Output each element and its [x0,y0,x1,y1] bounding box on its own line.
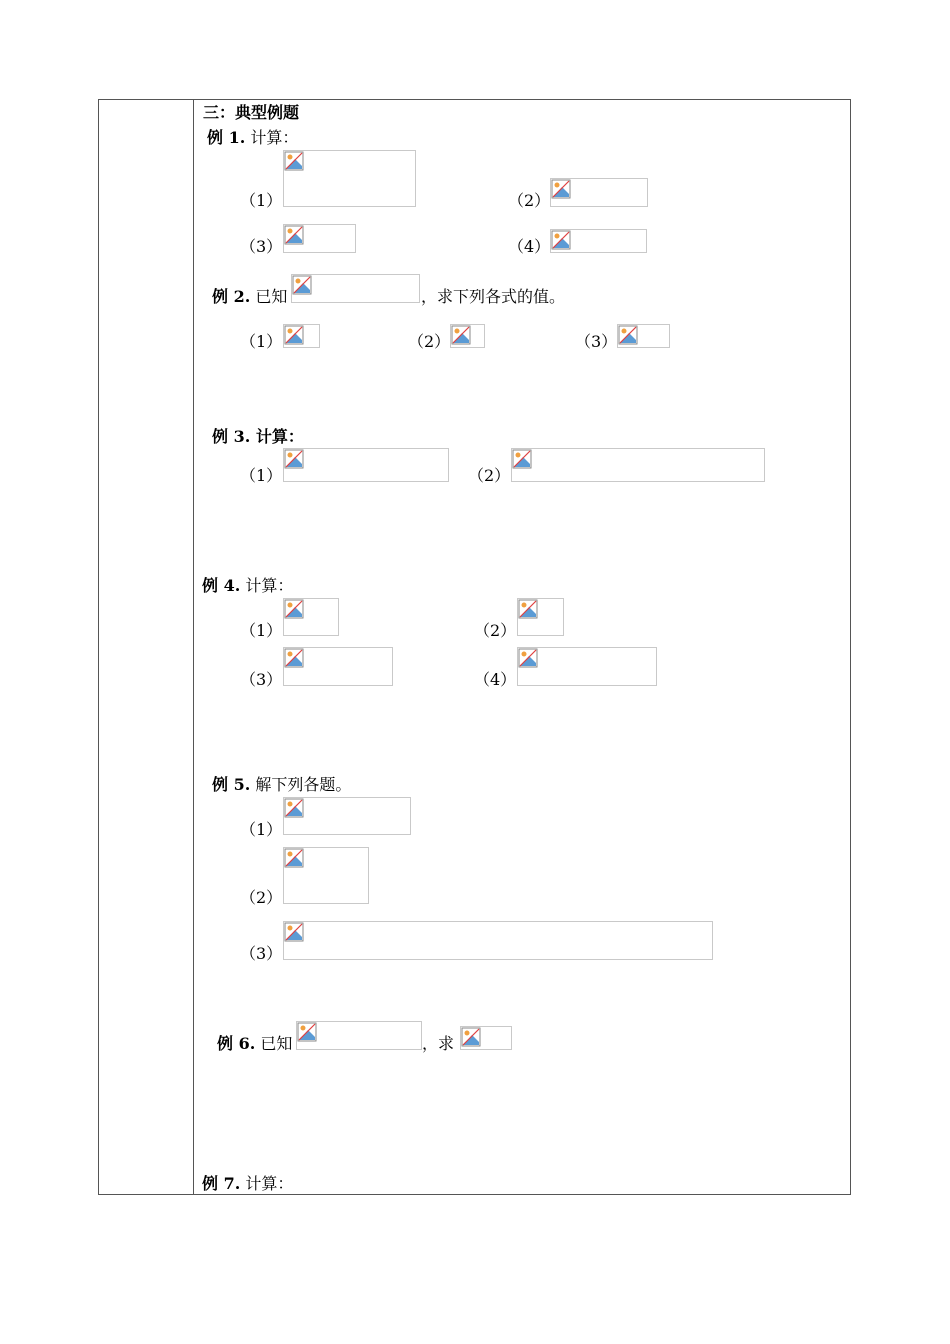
example-1-heading: 例 1. 计算： [207,128,299,147]
ex3-formula-1 [283,448,449,482]
ex1-formula-3 [283,224,356,253]
ex3-item-2-number: （2） [468,466,511,485]
ex1-item-3-number: （3） [240,237,283,256]
ex4-formula-2 [517,598,564,636]
ex6-given-formula [296,1021,422,1050]
ex2-formula-1 [283,324,320,348]
ex1-formula-1 [283,150,416,207]
example-2-heading: 例 2. 已知 [212,287,288,306]
ex2-item-3-number: （3） [575,332,618,351]
ex3-formula-2 [511,448,765,482]
example-5-heading: 例 5. 解下列各题。 [212,775,352,794]
ex2-item-2-number: （2） [408,332,451,351]
example-4-heading: 例 4. 计算： [202,576,294,595]
example-3-heading: 例 3. 计算： [212,427,304,446]
ex2-given-formula [291,274,420,303]
ex4-formula-1 [283,598,339,636]
ex1-formula-4 [550,229,647,253]
ex5-formula-3 [283,921,713,960]
ex2-item-1-number: （1） [240,332,283,351]
ex1-formula-2 [550,178,648,207]
ex4-item-2-number: （2） [474,621,517,640]
ex5-item-3-number: （3） [240,944,283,963]
ex4-item-3-number: （3） [240,670,283,689]
ex4-item-4-number: （4） [474,670,517,689]
ex1-item-1-number: （1） [240,191,283,210]
column-divider [193,99,194,1195]
ex1-item-4-number: （4） [508,237,551,256]
ex2-formula-2 [450,324,485,348]
ex4-formula-3 [283,647,393,686]
section-title: 三：典型例题 [203,103,300,122]
ex5-item-2-number: （2） [240,888,283,907]
ex5-item-1-number: （1） [240,820,283,839]
ex2-suffix: ，求下列各式的值。 [421,287,566,306]
ex6-target-formula [460,1026,512,1050]
ex4-formula-4 [517,647,657,686]
example-6-heading: 例 6. 已知 [217,1034,293,1053]
ex2-formula-3 [617,324,670,348]
ex5-formula-2 [283,847,369,904]
example-7-heading: 例 7. 计算： [202,1174,294,1193]
ex6-mid-text: ，求 [422,1034,455,1053]
ex4-item-1-number: （1） [240,621,283,640]
ex3-item-1-number: （1） [240,466,283,485]
ex1-item-2-number: （2） [508,191,551,210]
ex5-formula-1 [283,797,411,835]
